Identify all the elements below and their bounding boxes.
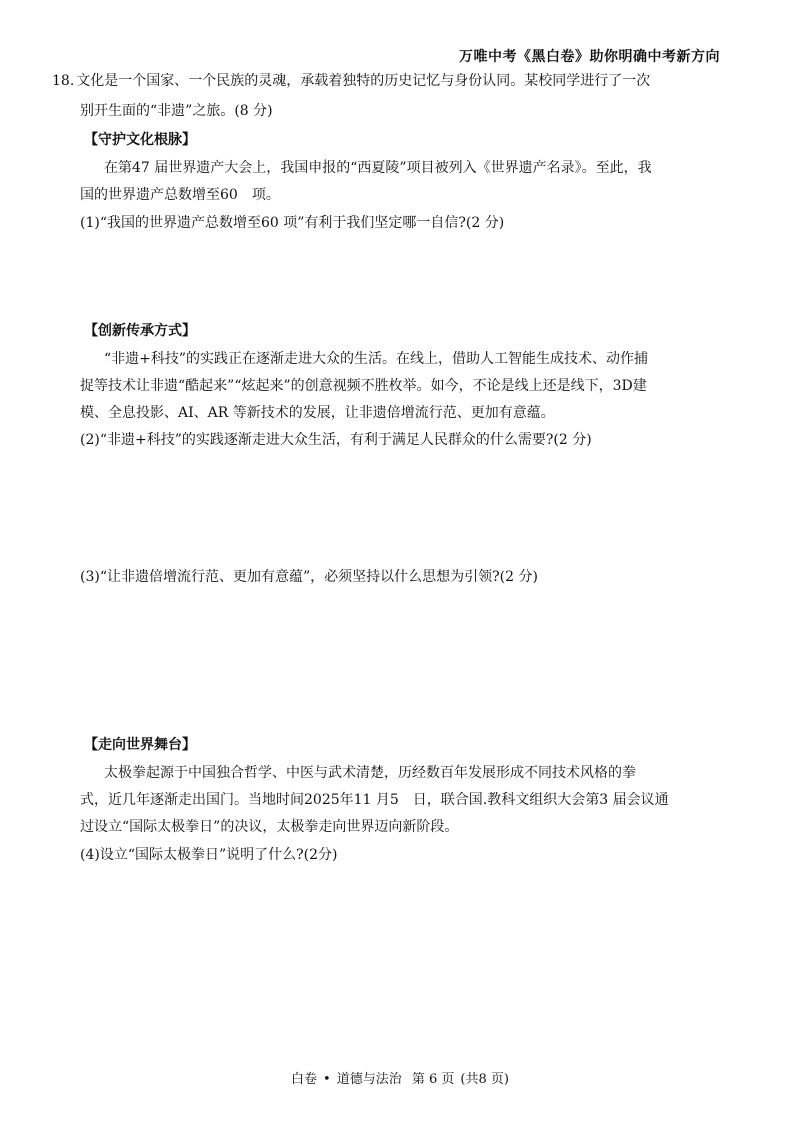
section-1-passage-line-2: 国的世界遗产总数增至60 项。 (80, 187, 280, 203)
question-intro-line-1 (52, 71, 650, 91)
section-heading-innovate-inheritance: 【创新传承方式】 (84, 323, 196, 339)
question-intro-line-2: 别开生面的“非遗”之旅。(8 分) (80, 103, 273, 119)
section-3-passage-line-2: 式，近几年逐渐走出国门。当地时间2025年11 月5 日，联合国.教科文组织大会第3 届会议通 (80, 792, 669, 808)
section-heading-guard-culture: 【守护文化根脉】 (84, 132, 196, 148)
question-number: 18. (52, 73, 75, 89)
footer-dot: • (323, 1072, 331, 1087)
question-intro-text-1: 文化是一个国家、一个民族的灵魂，承载着独特的历史记忆与身份认同。某校同学进行了一次 (76, 73, 651, 89)
subquestion-4: (4)设立“国际太极拳日”说明了什么?(2分) (80, 847, 338, 863)
section-3-passage-line-1: 太极拳起源于中国独合哲学、中医与武术清楚，历经数百年发展形成不同技术风格的拳 (104, 765, 636, 781)
section-2-passage-line-2: 捉等技术让非遗“酷起来”“炫起来”的创意视频不胜枚举。如今，不论是线上还是线下，3D建 (80, 378, 647, 394)
footer-total-pages: (共8 页) (460, 1072, 509, 1087)
page-footer (0, 1068, 800, 1087)
subquestion-3: (3)“让非遗倍增流行范、更加有意蕴”，必须坚持以什么思想为引领?(2 分) (80, 569, 538, 585)
page-header-banner: 万唯中考《黑白卷》助你明确中考新方向 (459, 49, 720, 65)
footer-volume: 白卷 (291, 1072, 318, 1087)
section-heading-world-stage: 【走向世界舞台】 (84, 737, 196, 753)
section-2-passage-line-1: “非遗+科技”的实践正在逐渐走进大众的生活。在线上，借助人工智能生成技术、动作捕 (104, 351, 649, 367)
section-1-passage-line-1: 在第47 届世界遗产大会上，我国申报的“西夏陵”项目被列入《世界遗产名录》。至此，我 (104, 160, 652, 176)
subquestion-1: (1)“我国的世界遗产总数增至60 项”有利于我们坚定哪一自信?(2 分) (80, 215, 505, 231)
subquestion-2: (2)“非遗+科技”的实践逐渐走进大众生活，有利于满足人民群众的什么需要?(2 分) (80, 432, 592, 448)
section-2-passage-line-3: 模、全息投影、AI、AR 等新技术的发展，让非遗倍增流行范、更加有意蕴。 (80, 405, 555, 421)
footer-page-number: 第 6 页 (411, 1072, 455, 1087)
footer-subject: 道德与法治 (336, 1072, 402, 1087)
section-3-passage-line-3: 过设立“国际太极拳日”的决议，太极拳走向世界迈向新阶段。 (80, 819, 459, 835)
